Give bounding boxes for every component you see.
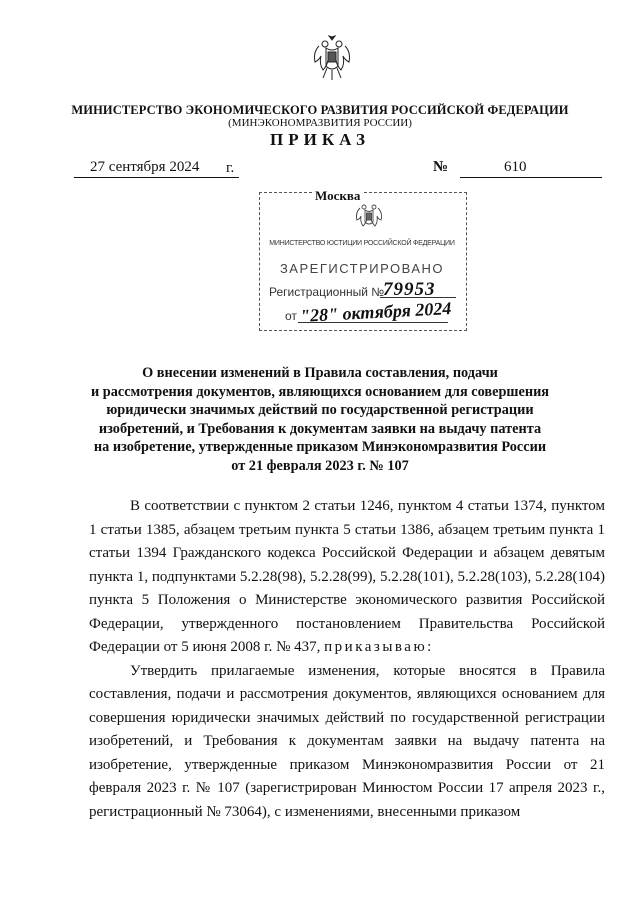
order-date-suffix: г. xyxy=(226,160,235,176)
order-keyword: приказываю: xyxy=(324,639,434,655)
stamp-ministry-name: МИНИСТЕРСТВО ЮСТИЦИИ РОССИЙСКОЙ ФЕДЕРАЦИИ xyxy=(269,240,455,247)
document-type: ПРИКАЗ xyxy=(270,130,370,149)
title-line: О внесении изменений в Правила составления, подачи xyxy=(142,365,498,381)
title-line: юридически значимых действий по государственной регистрации xyxy=(106,402,534,419)
title-line: на изобретение, утвержденные приказом Минэкономразвития России xyxy=(93,439,547,456)
stamp-date-label: от xyxy=(285,309,297,323)
coat-of-arms-icon xyxy=(311,34,353,84)
number-underline xyxy=(460,164,602,178)
title-line: изобретений, и Требования к документам заявки на выдачу патента xyxy=(98,420,542,437)
order-date: 27 сентября 2024 xyxy=(90,159,200,175)
city-label: Москва xyxy=(315,188,361,203)
stamp-date-underline xyxy=(298,322,448,323)
stamp-reg-date: "28" октября 2024 xyxy=(299,298,452,326)
title-line: от 21 февраля 2023 г. № 107 xyxy=(231,457,409,474)
paragraph-1-text: В соответствии с пунктом 2 статьи 1246, пунктом 4 статьи 1374, пунктом 1 статьи 1385, абзацем третьим пункта 5 статьи 1386, абзацем третьим пункта 1 статьи 1394 Гражданского кодекса Российской Федерации и абзацем девятым пункта 1, подпунктами 5.2.28(98), 5.2.28(99), 5.2.28(101), 5.2.28(103), 5.2.28(104) пункта 5 Положения о Министерстве экономического развития Российской Федерации, утвержденного постановлением Правительства Российской Федерации от 5 июня 2008 г. № 437, xyxy=(89,498,605,655)
stamp-emblem-icon xyxy=(354,200,384,234)
order-number: 610 xyxy=(504,159,527,175)
stamp-status: ЗАРЕГИСТРИРОВАНО xyxy=(279,261,445,276)
body-paragraph-2: Утвердить прилагаемые изменения, которые вносятся в Правила составления, подачи и рассмотрения документов, являющихся основанием для совершения юридически значимых действий по государственной регистрации изобретений, и Требования к документам заявки на выдачу патента на изобретение, утвержденные приказом Минэкономразвития России от 21 февраля 2023 г. № 107 (зарегистрирован Минюстом России 17 апреля 2023 г., регистрационный № 73064), с изменениями, внесенными приказом xyxy=(89,662,605,820)
document-body xyxy=(89,495,605,824)
body-paragraph-1 xyxy=(89,495,605,660)
ministry-name: МИНИСТЕРСТВО ЭКОНОМИЧЕСКОГО РАЗВИТИЯ РОССИЙСКОЙ ФЕДЕРАЦИИ xyxy=(71,103,569,117)
order-number-label: № xyxy=(433,159,449,175)
document-title xyxy=(60,364,580,476)
ministry-short-name: (МИНЭКОНОМРАЗВИТИЯ РОССИИ) xyxy=(228,117,412,129)
stamp-reg-number: 79953 xyxy=(383,279,436,300)
stamp-reg-label: Регистрационный № xyxy=(269,285,385,299)
title-line: и рассмотрения документов, являющихся основанием для совершения xyxy=(90,383,550,400)
